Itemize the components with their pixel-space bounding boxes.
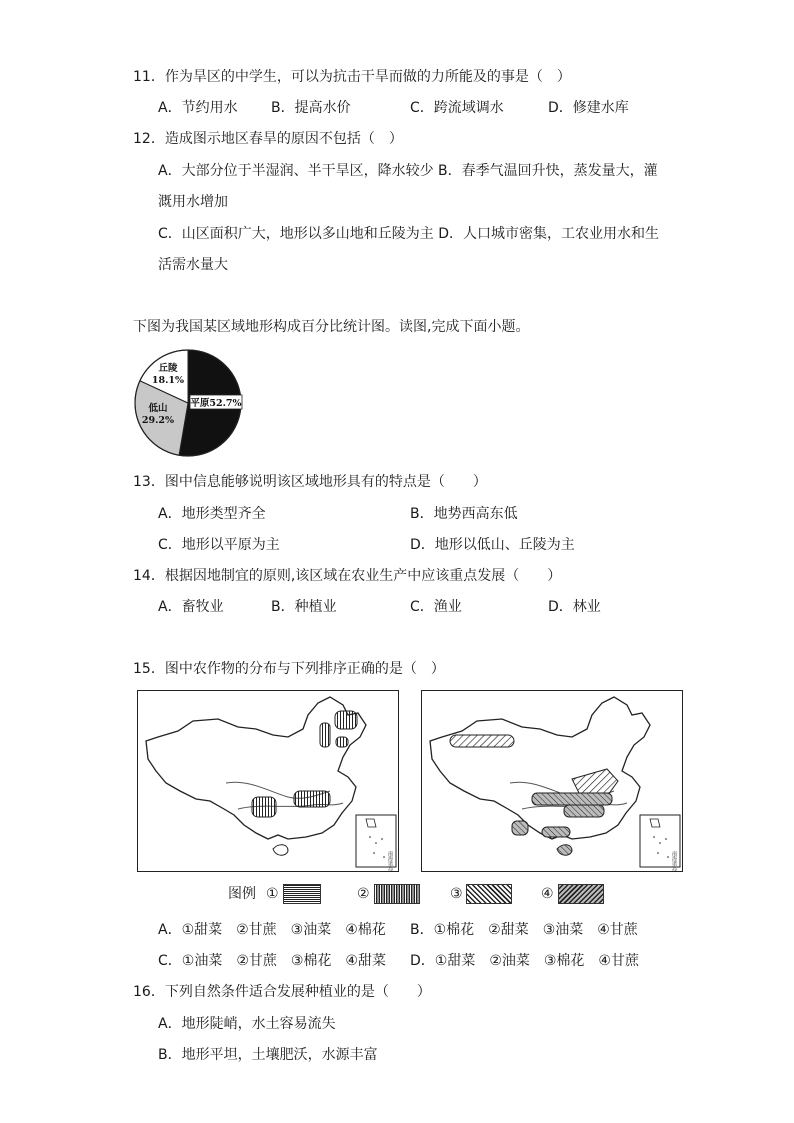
q12-line-2: 溉用水增加 [158,194,228,210]
q14-stem: 14．根据因地制宜的原则,该区域在农业生产中应该重点发展（ ） [133,568,562,584]
inset-label-left: 南海诸岛 [387,851,393,871]
terrain-pie-chart [132,347,244,459]
q12-stem: 12．造成图示地区春旱的原因不包括（ ） [133,131,403,147]
lowmountain-slice-pct: 29.2% [141,415,175,426]
q13-option-a: A．地形类型齐全 [158,506,266,522]
q12-line-1: A．大部分位于半湿润、半干旱区，降水较少 B．春季气温回升快，蒸发量大，灌 [158,163,658,179]
legend-title: 图例 [228,886,256,902]
q15-option-a: A．①甜菜 ②甘蔗 ③油菜 ④棉花 [158,922,386,938]
q13-option-b: B．地势西高东低 [410,506,518,522]
q11-stem: 11．作为旱区的中学生，可以为抗击干旱而做的力所能及的事是（ ） [133,69,571,85]
q15-option-d: D．①甜菜 ②油菜 ③棉花 ④甘蔗 [410,953,639,969]
legend-swatch-4 [558,884,604,904]
q14-option-d: D．林业 [548,599,601,615]
legend-mark-3: ③ [450,886,463,902]
plain-slice-label: 平原52.7% [190,398,242,409]
legend-swatch-3 [466,884,512,904]
q15-option-c: C．①油菜 ②甘蔗 ③棉花 ④甜菜 [158,953,386,969]
china-outline-right [430,697,650,839]
q16-stem: 16．下列自然条件适合发展种植业的是（ ） [133,984,431,1000]
q16-option-b: B．地形平坦，土壤肥沃，水源丰富 [158,1047,378,1063]
q11-option-d: D．修建水库 [548,100,629,116]
q13-option-c: C．地形以平原为主 [158,537,280,553]
q11-option-a: A．节约用水 [158,100,238,116]
q15-option-b: B．①棉花 ②甜菜 ③油菜 ④甘蔗 [410,922,638,938]
q13-option-d: D．地形以低山、丘陵为主 [410,537,575,553]
q16-option-a: A．地形陡峭，水土容易流失 [158,1016,336,1032]
q12-line-3: C．山区面积广大，地形以多山地和丘陵为主 D．人口城市密集，工农业用水和生 [158,226,660,242]
q14-option-a: A．畜牧业 [158,599,224,615]
legend-swatch-1 [283,884,321,904]
q14-option-c: C．渔业 [410,599,462,615]
q12-line-4: 活需水量大 [158,257,228,273]
q11-option-c: C．跨流域调水 [410,100,504,116]
crop-map-left [137,690,399,872]
section-intro: 下图为我国某区域地形构成百分比统计图。读图,完成下面小题。 [133,319,530,335]
hill-slice-pct: 18.1% [151,375,185,386]
china-outline-left [146,697,366,839]
lowmountain-slice-label: 低山 [148,403,168,414]
q15-stem: 15．图中农作物的分布与下列排序正确的是（ ） [133,661,445,677]
legend-mark-2: ② [357,886,370,902]
hill-slice-label: 丘陵 [158,363,178,374]
q14-option-b: B．种植业 [271,599,337,615]
q11-option-b: B．提高水价 [271,100,351,116]
inset-label-right: 南海诸岛 [671,851,677,871]
crop-map-right [421,690,683,872]
legend-swatch-2 [374,884,420,904]
legend-mark-4: ④ [541,886,554,902]
legend-mark-1: ① [266,886,279,902]
q13-stem: 13．图中信息能够说明该区域地形具有的特点是（ ） [133,474,487,490]
